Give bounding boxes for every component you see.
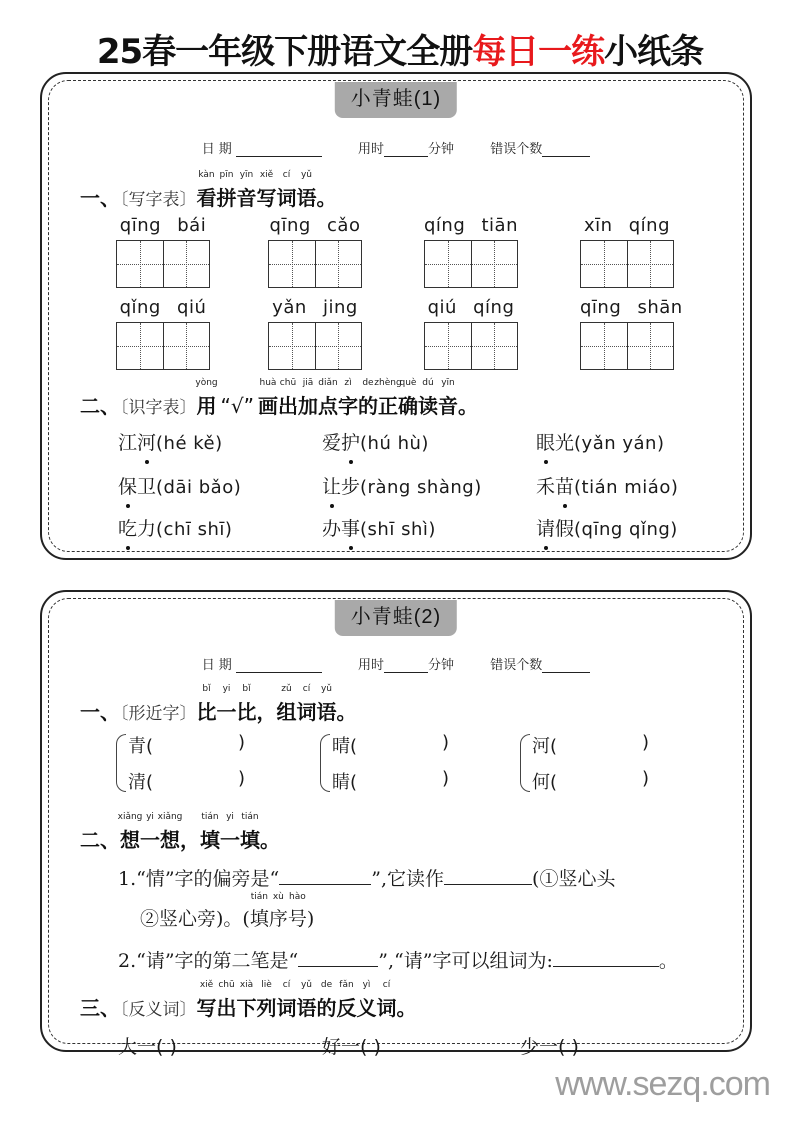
- tian-grid-input[interactable]: [424, 322, 518, 370]
- emphasis-dot: 苗: [555, 472, 574, 499]
- pronunciation-choice[interactable]: 爱护(hú hù): [322, 428, 429, 455]
- emphasis-dot: 请: [536, 514, 555, 541]
- time-field[interactable]: [384, 659, 428, 673]
- emphasis-dot: 让: [322, 472, 341, 499]
- date-field[interactable]: [236, 143, 322, 157]
- writing-grid: qǐng qiú: [116, 296, 210, 370]
- antonym-item[interactable]: 少一( ): [520, 1036, 579, 1058]
- answer-blank[interactable]: ): [642, 768, 650, 789]
- meta-row: 日期 用时 分钟 错误个数: [42, 654, 750, 673]
- writing-grid: qīng shān: [580, 296, 674, 370]
- question-1-continued: ②竖心旁)。( tián 填 xù 序 hào 号): [140, 892, 315, 930]
- answer-blank[interactable]: [553, 949, 659, 967]
- writing-grid: xīn qíng: [580, 214, 674, 288]
- section-heading-2: 二、 xiǎng 想 yi 一 xiǎng 想 ， tián 填 yi 一 tián 填。: [80, 812, 280, 852]
- compare-pair: 晴( ) 睛( ): [320, 732, 500, 796]
- tian-grid-input[interactable]: [580, 322, 674, 370]
- errors-field[interactable]: [542, 659, 590, 673]
- compare-pair: 青( ) 清( ): [116, 732, 296, 796]
- emphasis-dot: 护: [341, 428, 360, 455]
- answer-blank[interactable]: [298, 949, 378, 967]
- writing-grid: qīng bái: [116, 214, 210, 288]
- writing-grid: yǎn jing: [268, 296, 362, 370]
- emphasis-dot: 事: [341, 514, 360, 541]
- answer-blank[interactable]: ): [442, 732, 450, 753]
- date-field[interactable]: [236, 659, 322, 673]
- tian-grid-input[interactable]: [268, 240, 362, 288]
- tian-grid-input[interactable]: [580, 240, 674, 288]
- pronunciation-choice[interactable]: 禾苗(tián miáo): [536, 472, 678, 499]
- answer-blank[interactable]: ): [642, 732, 650, 753]
- section-heading-1: 一、〔形近字〕 bǐ 比 yi 一 bǐ 比 ， zǔ 组 cí 词 yǔ 语。: [80, 684, 357, 724]
- tian-grid-input[interactable]: [116, 240, 210, 288]
- brace-icon: [116, 734, 126, 792]
- emphasis-dot: 眼: [536, 428, 555, 455]
- section-heading-2: 二、〔识字表〕 yòng 用 “√” huà 画 chū 出 jiā 加 diǎn 点 zì 字 de 的 zhèng 正 què 确 dú 读 yīn 音。: [80, 378, 478, 418]
- answer-blank[interactable]: ): [238, 732, 246, 753]
- compare-pair: 河( ) 何( ): [520, 732, 700, 796]
- pronunciation-choice[interactable]: 让步(ràng shàng): [322, 472, 482, 499]
- antonym-item[interactable]: 大一( ): [118, 1036, 177, 1058]
- question-2: 2.“请”字的第二笔是“ ”,“请”字可以组词为: 。: [118, 950, 678, 972]
- pronunciation-choice[interactable]: 眼光(yǎn yán): [536, 428, 664, 455]
- pronunciation-choice[interactable]: 请假(qīng qǐng): [536, 514, 678, 541]
- pronunciation-choice[interactable]: 保卫(dāi bǎo): [118, 472, 241, 499]
- answer-blank[interactable]: [444, 867, 532, 885]
- answer-blank[interactable]: ): [238, 768, 246, 789]
- writing-grid: qiú qíng: [424, 296, 518, 370]
- worksheet-card-1: [40, 72, 752, 560]
- section-heading-1: 一、〔写字表〕 kàn 看 pīn 拼 yīn 音 xiě 写 cí 词 yǔ 语。: [80, 170, 337, 210]
- brace-icon: [520, 734, 530, 792]
- lesson-title: 小青蛙(2): [335, 600, 457, 636]
- emphasis-dot: 吃: [118, 514, 137, 541]
- checkmark-symbol: “√”: [220, 394, 254, 418]
- writing-grid: qíng tiān: [424, 214, 518, 288]
- worksheet-card-2: [40, 590, 752, 1058]
- question-1: 1.“情”字的偏旁是“ ”,它读作 (①竖心头: [118, 868, 616, 890]
- meta-row: 日期 用时 分钟 错误个数: [42, 138, 750, 157]
- antonym-item[interactable]: 好一( ): [322, 1036, 381, 1058]
- lesson-title: 小青蛙(1): [335, 82, 457, 118]
- pronunciation-choice[interactable]: 办事(shī shì): [322, 514, 436, 541]
- tian-grid-input[interactable]: [116, 322, 210, 370]
- page-title: 25春一年级下册语文全册每日一练小纸条: [96, 32, 704, 72]
- pronunciation-choice[interactable]: 吃力(chī shī): [118, 514, 232, 541]
- pronunciation-choice[interactable]: 江河(hé kě): [118, 428, 223, 455]
- errors-field[interactable]: [542, 143, 590, 157]
- answer-blank[interactable]: ): [442, 768, 450, 789]
- answer-blank[interactable]: [279, 867, 371, 885]
- watermark: www.sezq.com: [555, 1065, 770, 1103]
- section-heading-3: 三、〔反义词〕 xiě 写 chū 出 xià 下 liè 列 cí 词 yǔ 语 de 的 fǎn 反 yì 义 cí 词。: [80, 980, 417, 1020]
- emphasis-dot: 保: [118, 472, 137, 499]
- tian-grid-input[interactable]: [268, 322, 362, 370]
- tian-grid-input[interactable]: [424, 240, 518, 288]
- time-field[interactable]: [384, 143, 428, 157]
- brace-icon: [320, 734, 330, 792]
- emphasis-dot: 河: [137, 428, 156, 455]
- writing-grid: qīng cǎo: [268, 214, 362, 288]
